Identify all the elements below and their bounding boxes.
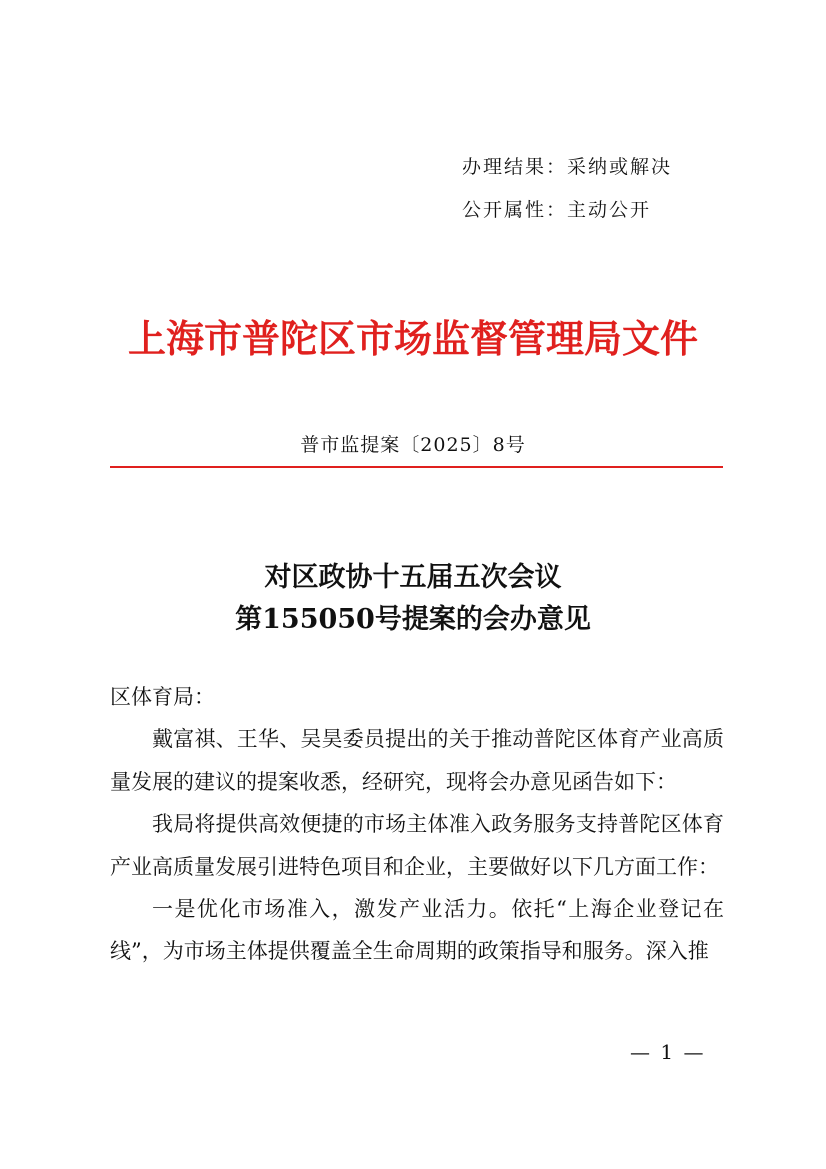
page-number: — 1 — xyxy=(630,1040,706,1064)
document-title-line2: 第155050号提案的会办意见 xyxy=(235,604,591,635)
disclosure-attribute: 公开属性：主动公开 xyxy=(462,199,652,221)
document-masthead: 上海市普陀区市场监督管理局文件 xyxy=(127,316,698,361)
document-title-line1: 对区政协十五届五次会议 xyxy=(264,562,562,593)
body-paragraph-2: 我局将提供高效便捷的市场主体准入政务服务支持普陀区体育产业高质量发展引进特色项目和企业，主要做好以下几方面工作： xyxy=(110,812,724,879)
body-paragraph-1: 戴富祺、王华、吴昊委员提出的关于推动普陀区体育产业高质量发展的建议的提案收悉，经研究，现将会办意见函告如下： xyxy=(110,727,724,794)
body-paragraph-3: 一是优化市场准入，激发产业活力。依托“上海企业登记在线”，为市场主体提供覆盖全生命周期的政策指导和服务。深入推 xyxy=(110,897,724,964)
document-number: 普市监提案〔2025〕8号 xyxy=(300,434,526,456)
salutation: 区体育局： xyxy=(110,685,215,709)
document-body xyxy=(110,676,724,973)
red-divider-line xyxy=(110,466,723,468)
handling-result: 办理结果：采纳或解决 xyxy=(462,156,673,178)
